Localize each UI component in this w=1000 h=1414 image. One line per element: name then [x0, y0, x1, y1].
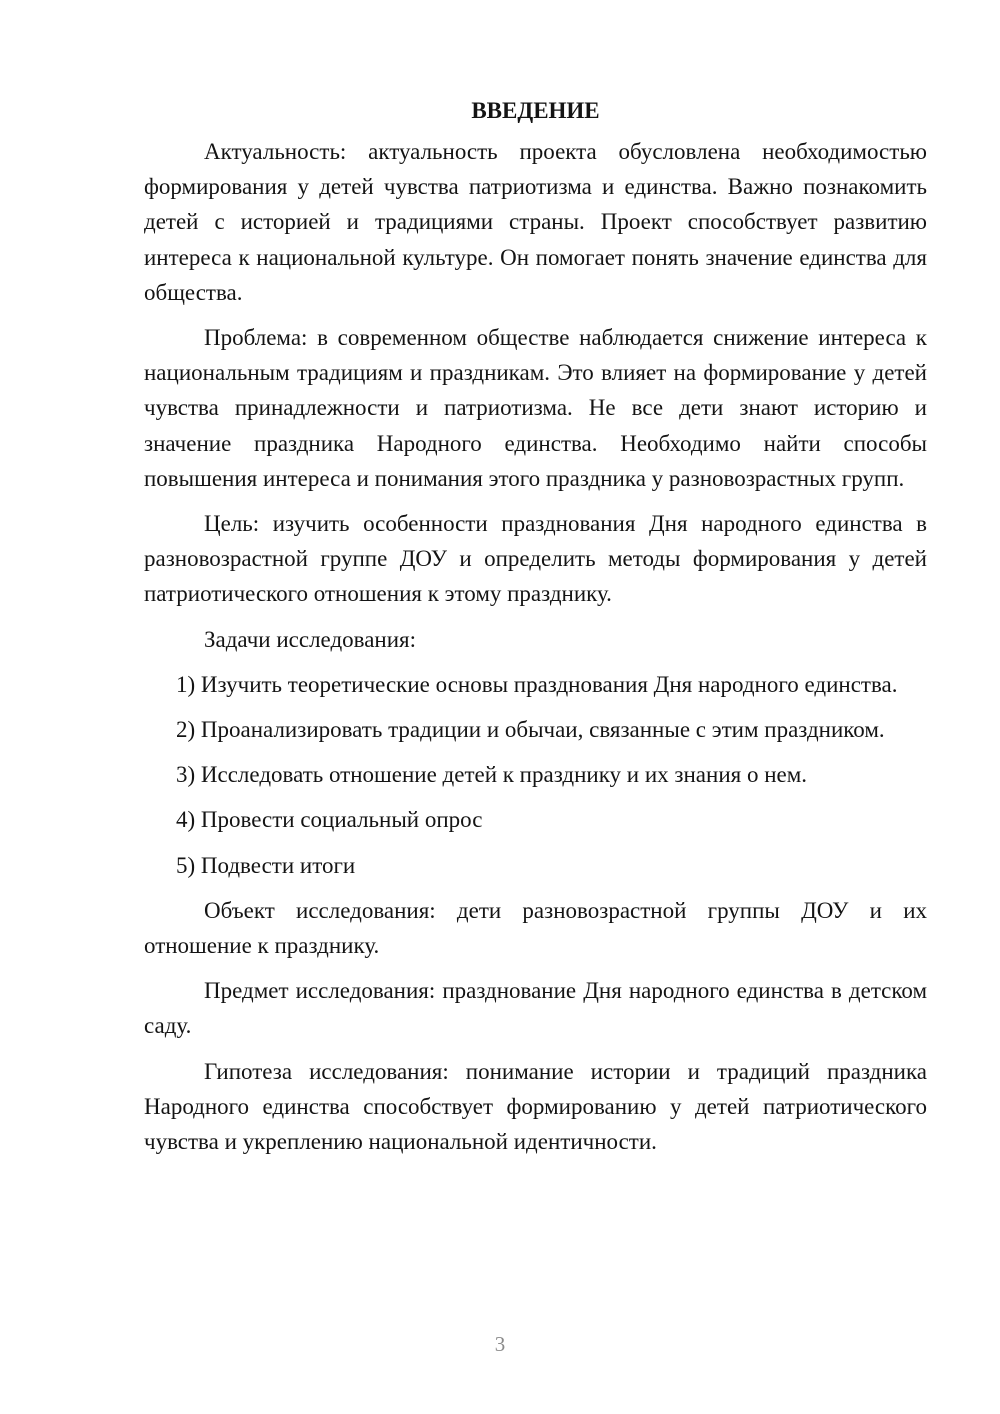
paragraph-relevance: Актуальность: актуальность проекта обусловлена необходимостью формирования у детей чувства патриотизма и единства. Важно познакомить детей с историей и традициями страны. Проект способствует развитию интереса к национальной культуре. Он помогает понять значение единства для общества. [144, 139, 927, 305]
task-item-2: 2) Проанализировать традиции и обычаи, связанные с этим праздником. [176, 717, 885, 743]
task-item-5: 5) Подвести итоги [176, 852, 356, 878]
paragraph-subject: Предмет исследования: празднование Дня народного единства в детском саду. [144, 978, 927, 1039]
paragraph-object: Объект исследования: дети разновозрастной группы ДОУ и их отношение к празднику. [144, 897, 927, 959]
task-item-1: 1) Изучить теоретические основы празднования Дня народного единства. [176, 671, 898, 697]
section-title: ВВЕДЕНИЕ [471, 98, 600, 123]
paragraph-hypothesis: Гипотеза исследования: понимание истории и традиций праздника Народного единства способствует формированию у детей патриотического чувства и укреплению национальной идентичности. [144, 1058, 927, 1155]
paragraph-problem: Проблема: в современном обществе наблюдается снижение интереса к национальным традициям и праздникам. Это влияет на формирование у детей чувства принадлежности и патриотизма. Не все дети знают историю и значение праздника Народного единства. Необходимо найти способы повышения интереса и понимания этого праздника у разновозрастных групп. [144, 325, 927, 491]
document-page [144, 93, 927, 1169]
tasks-heading: Задачи исследования: [204, 626, 417, 652]
paragraph-goal: Цель: изучить особенности празднования Дня народного единства в разновозрастной группе ДОУ и определить методы формирования у детей патриотического отношения к этому празднику. [144, 511, 927, 607]
page-number: 3 [494, 1332, 506, 1356]
task-item-3: 3) Исследовать отношение детей к празднику и их знания о нем. [176, 762, 808, 788]
task-item-4: 4) Провести социальный опрос [176, 807, 483, 833]
